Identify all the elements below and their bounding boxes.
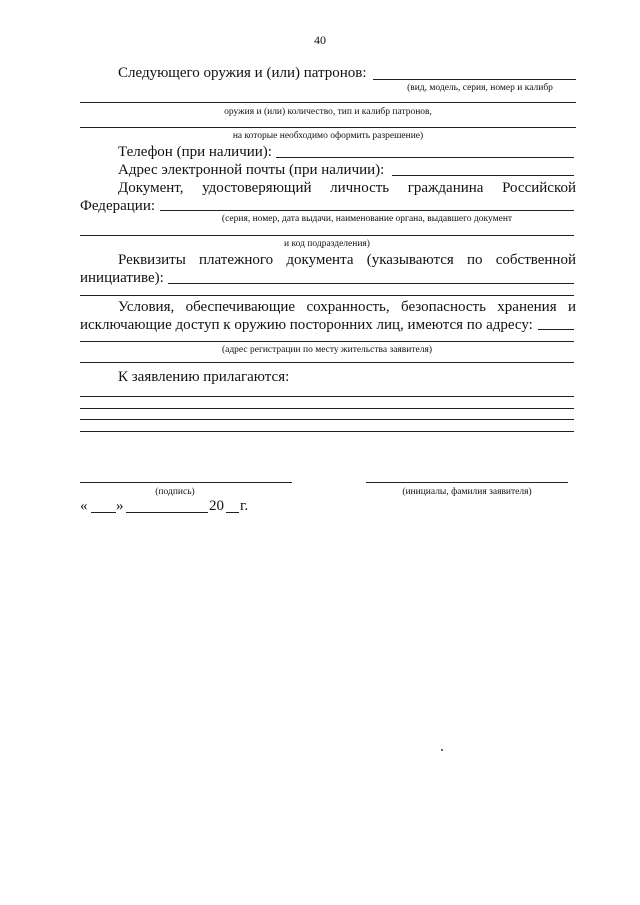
date-close-quote: » bbox=[116, 498, 124, 514]
conditions-label-1: Условия, обеспечивающие сохранность, безопасность хранения и bbox=[118, 299, 576, 315]
identity-input-line-2[interactable] bbox=[80, 235, 574, 236]
name-hint: (инициалы, фамилия заявителя) bbox=[402, 487, 532, 497]
payment-input-line-2[interactable] bbox=[80, 295, 574, 296]
identity-label-2: Федерации: bbox=[80, 198, 156, 214]
phone-label: Телефон (при наличии): bbox=[118, 144, 272, 160]
conditions-input-line[interactable] bbox=[538, 329, 574, 330]
attachments-label: К заявлению прилагаются: bbox=[118, 369, 290, 385]
weapons-hint-2: оружия и (или) количество, тип и калибр патронов, bbox=[224, 107, 432, 117]
weapons-input-line[interactable] bbox=[373, 79, 576, 80]
attachments-line-1[interactable] bbox=[80, 396, 574, 397]
identity-input-line[interactable] bbox=[160, 210, 574, 211]
date-year-suffix: г. bbox=[240, 498, 249, 514]
conditions-label-2: исключающие доступ к оружию посторонних лиц, имеются по адресу: bbox=[80, 317, 533, 333]
payment-input-line[interactable] bbox=[168, 283, 574, 284]
identity-hint-1: (серия, номер, дата выдачи, наименование органа, выдавшего документ bbox=[221, 214, 513, 224]
weapons-label: Следующего оружия и (или) патронов: bbox=[118, 65, 367, 81]
conditions-hint: (адрес регистрации по месту жительства заявителя) bbox=[221, 345, 433, 355]
weapons-input-line-2[interactable] bbox=[80, 102, 576, 103]
weapons-hint-3: на которые необходимо оформить разрешение) bbox=[232, 131, 424, 141]
conditions-input-line-2[interactable] bbox=[80, 341, 574, 342]
date-open-quote: « bbox=[80, 498, 88, 514]
payment-label-2: инициативе): bbox=[80, 270, 164, 286]
signature-hint: (подпись) bbox=[155, 487, 195, 497]
date-year-line[interactable] bbox=[226, 512, 239, 513]
scan-speck bbox=[441, 749, 443, 751]
date-month-line[interactable] bbox=[126, 512, 208, 513]
conditions-input-line-3[interactable] bbox=[80, 362, 574, 363]
signature-line[interactable] bbox=[80, 482, 292, 483]
page-number: 40 bbox=[314, 33, 326, 47]
weapons-hint-1: (вид, модель, серия, номер и калибр bbox=[407, 83, 553, 93]
name-line[interactable] bbox=[366, 482, 568, 483]
email-input-line[interactable] bbox=[392, 175, 574, 176]
email-label: Адрес электронной почты (при наличии): bbox=[118, 162, 385, 178]
identity-hint-2: и код подразделения) bbox=[284, 239, 370, 249]
date-year-prefix: 20 bbox=[209, 498, 224, 514]
attachments-line-4[interactable] bbox=[80, 431, 574, 432]
weapons-input-line-3[interactable] bbox=[80, 127, 576, 128]
date-day-line[interactable] bbox=[91, 512, 116, 513]
identity-label-1: Документ, удостоверяющий личность гражданина Российской bbox=[118, 180, 576, 196]
attachments-line-2[interactable] bbox=[80, 408, 574, 409]
phone-input-line[interactable] bbox=[276, 157, 574, 158]
payment-label-1: Реквизиты платежного документа (указываются по собственной bbox=[118, 252, 576, 268]
attachments-line-3[interactable] bbox=[80, 419, 574, 420]
